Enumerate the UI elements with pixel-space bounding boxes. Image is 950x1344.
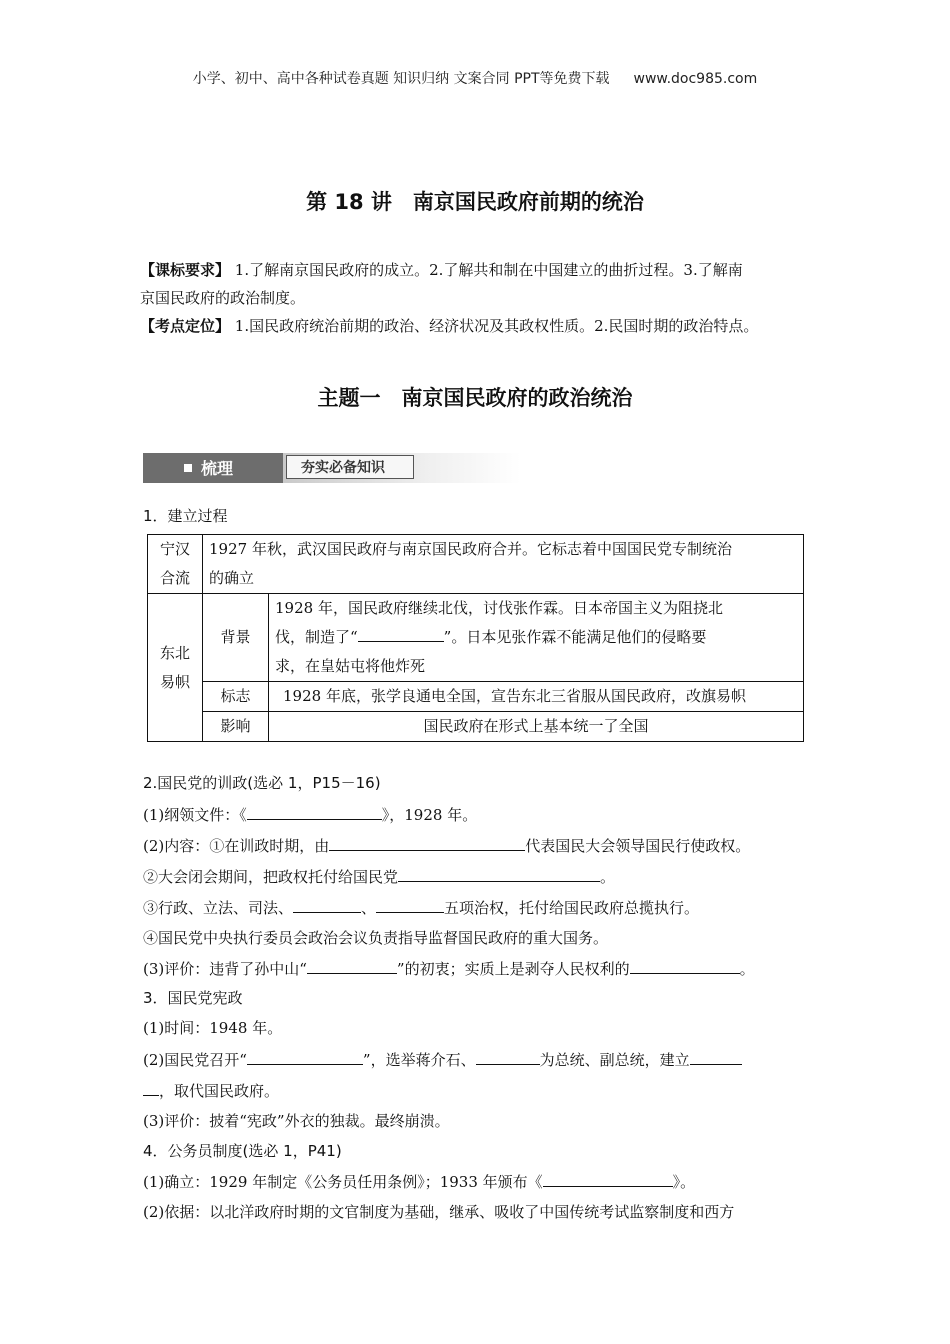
impact-text: 国民政府在形式上基本统一了全国 xyxy=(269,712,804,742)
square-bullet-icon xyxy=(184,464,192,472)
theme-title: 主题一 南京国民政府的政治统治 xyxy=(317,386,633,410)
section-4-heading: 4．公务员制度(选必 1，P41) xyxy=(143,1142,342,1160)
kaodian-tag: 【考点定位】 xyxy=(140,317,231,335)
header-url[interactable]: www.doc985.com xyxy=(633,71,758,87)
s2-line-3: ②大会闭会期间，把政权托付给国民党 。 xyxy=(143,868,616,886)
kebiao-text-2: 京国民政府的政治制度。 xyxy=(140,289,306,307)
fill-blank[interactable] xyxy=(630,958,740,974)
section-3-heading: 3．国民党宪政 xyxy=(143,989,243,1007)
fill-blank[interactable] xyxy=(143,1080,159,1096)
section-banner xyxy=(143,453,521,483)
s4-line-2: (2)依据：以北洋政府时期的文官制度为基础，继承、吸收了中国传统考试监察制度和西方 xyxy=(143,1203,735,1221)
fill-blank[interactable] xyxy=(543,1171,673,1187)
exam-positioning xyxy=(140,312,816,340)
establishment-table xyxy=(147,534,804,742)
fill-blank[interactable] xyxy=(307,958,397,974)
header-left-text: 小学、初中、高中各种试卷真题 知识归纳 文案合同 PPT等免费下载 xyxy=(192,71,610,87)
background-text: 1928 年，国民政府继续北伐，讨伐张作霖。日本帝国主义为阻挠北 伐，制造了“ ”。日本见张作霖不能满足他们的侵略要 求，在皇姑屯将他炸死 xyxy=(269,594,804,682)
s3-line-4: (3)评价：披着“宪政”外衣的独裁。最终崩溃。 xyxy=(143,1112,450,1130)
s2-line-2: (2)内容：①在训政时期，由 代表国民大会领导国民行使政权。 xyxy=(143,837,751,855)
fill-blank[interactable] xyxy=(247,804,382,820)
section-2-heading: 2.国民党的训政(选必 1，P15－16) xyxy=(143,774,381,792)
fill-blank[interactable] xyxy=(247,1049,363,1065)
row-label-ninghan: 宁汉 合流 xyxy=(148,535,203,594)
fill-blank[interactable] xyxy=(690,1049,742,1065)
lecture-title: 第 18 讲 南京国民政府前期的统治 xyxy=(306,190,644,214)
table-row xyxy=(148,594,804,682)
section-1-heading: 1．建立过程 xyxy=(143,507,228,525)
kebiao-text-1: 1.了解南京国民政府的成立。2.了解共和制在中国建立的曲折过程。3.了解南 xyxy=(234,261,743,279)
fill-blank[interactable] xyxy=(358,626,444,642)
table-row xyxy=(148,535,804,594)
kebiao-tag: 【课标要求】 xyxy=(140,261,231,279)
fill-blank[interactable] xyxy=(293,897,361,913)
table-row xyxy=(148,682,804,712)
s4-line-1: (1)确立：1929 年制定《公务员任用条例》；1933 年颁布《 》。 xyxy=(143,1173,696,1191)
s3-line-1: (1)时间：1948 年。 xyxy=(143,1019,283,1037)
banner-box-text: 夯实必备知识 xyxy=(301,460,385,476)
table-row xyxy=(148,712,804,742)
curriculum-requirements xyxy=(140,256,816,312)
background-label: 背景 xyxy=(203,594,269,682)
s3-line-2: (2)国民党召开“ ”，选举蒋介石、 为总统、副总统，建立 xyxy=(143,1049,823,1070)
s3-line-3: ，取代国民政府。 xyxy=(143,1080,823,1101)
fill-blank[interactable] xyxy=(376,897,444,913)
s2-line-4: ③行政、立法、司法、 、 五项治权，托付给国民政府总揽执行。 xyxy=(143,899,700,917)
fill-blank[interactable] xyxy=(398,866,600,882)
banner-label: 梳理 xyxy=(201,459,234,478)
s2-line-1: (1)纲领文件：《 》，1928 年。 xyxy=(143,806,478,824)
s2-line-5: ④国民党中央执行委员会政治会议负责指导监督国民政府的重大国务。 xyxy=(143,929,609,947)
row-label-dongbei: 东北 易帜 xyxy=(148,594,203,742)
fill-blank[interactable] xyxy=(476,1049,540,1065)
kaodian-text: 1.国民政府统治前期的政治、经济状况及其政权性质。2.民国时期的政治特点。 xyxy=(234,317,759,335)
mark-label: 标志 xyxy=(203,682,269,712)
s2-line-6: (3)评价：违背了孙中山“ ”的初衷；实质上是剥夺人民权利的 。 xyxy=(143,960,755,978)
page-header xyxy=(0,68,950,88)
row-text-ninghan: 1927 年秋，武汉国民政府与南京国民政府合并。它标志着中国国民党专制统治 的确立 xyxy=(203,535,804,594)
mark-text: 1928 年底，张学良通电全国，宣告东北三省服从国民政府，改旗易帜 xyxy=(269,682,804,712)
fill-blank[interactable] xyxy=(329,835,525,851)
impact-label: 影响 xyxy=(203,712,269,742)
